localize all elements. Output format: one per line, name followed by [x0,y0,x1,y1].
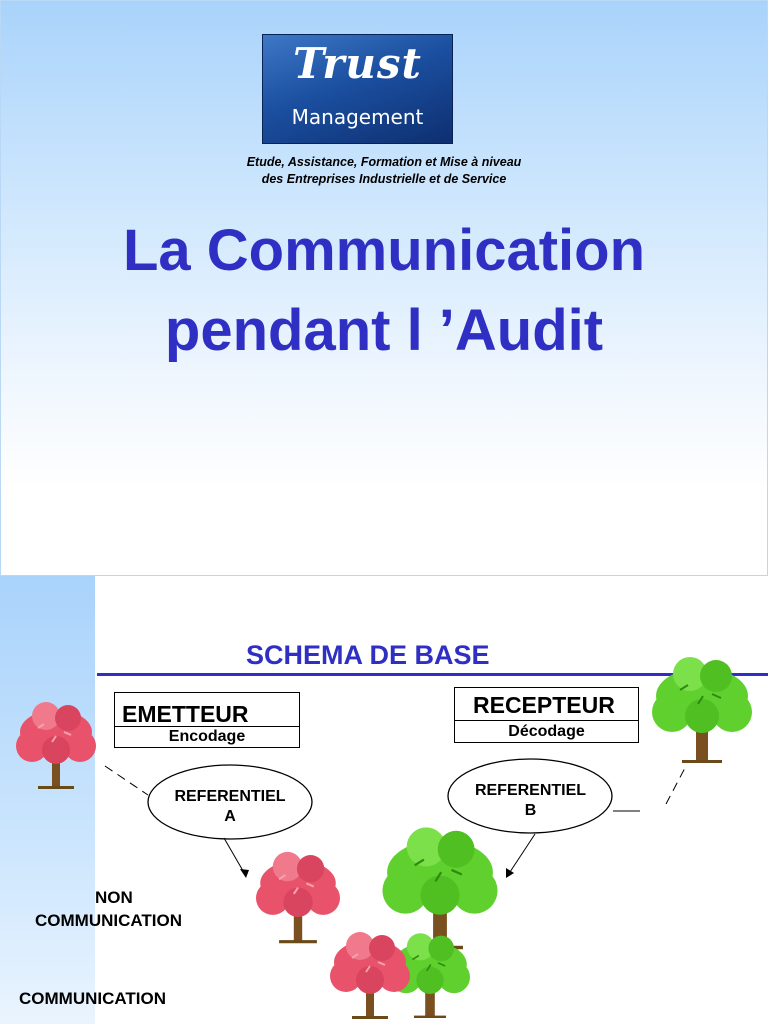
schema-heading: SCHEMA DE BASE [246,640,490,670]
emetteur-box [114,692,300,748]
green-tree-icon [652,657,752,763]
referentiel-b-line2: B [524,802,537,819]
communication-label: COMMUNICATION [19,989,166,1008]
red-tree-icon [330,932,410,1019]
emetteur-title: EMETTEUR [122,701,249,727]
logo-subtitle: Management [291,105,424,129]
arrow-b-head [506,868,514,878]
non-communication-label: COMMUNICATION [35,911,182,930]
logo-brand: Trust [293,39,422,88]
red-tree-icon [16,702,96,789]
slide-title-line-1: La Communication [122,218,646,283]
trust-management-logo [262,34,453,144]
non-label: NON [95,888,133,907]
arrow-a-head [240,869,249,878]
referentiel-a-label [150,787,310,827]
connector-dashed-right [666,766,686,804]
recepteur-box [454,687,639,743]
recepteur-sub: Décodage [508,723,585,740]
tagline-line-2: des Entreprises Industrielle et de Service [261,172,507,186]
recepteur-title: RECEPTEUR [473,692,615,718]
red-tree-icon [256,852,340,943]
referentiel-a-line2: A [224,808,236,825]
schema-slide [0,576,768,1024]
tagline-line-1: Etude, Assistance, Formation et Mise à niveau [246,155,522,169]
slide-title-line-2: pendant l ’Audit [164,298,604,363]
connector-dashed-left [105,766,148,795]
referentiel-b-label [448,781,613,821]
diagram-graphics [0,576,768,1024]
emetteur-sub: Encodage [168,728,246,745]
arrow-b [508,834,535,875]
referentiel-a-line1: REFERENTIEL [174,788,286,805]
green-tree-icon [383,827,498,949]
referentiel-b-line1: REFERENTIEL [474,782,587,799]
